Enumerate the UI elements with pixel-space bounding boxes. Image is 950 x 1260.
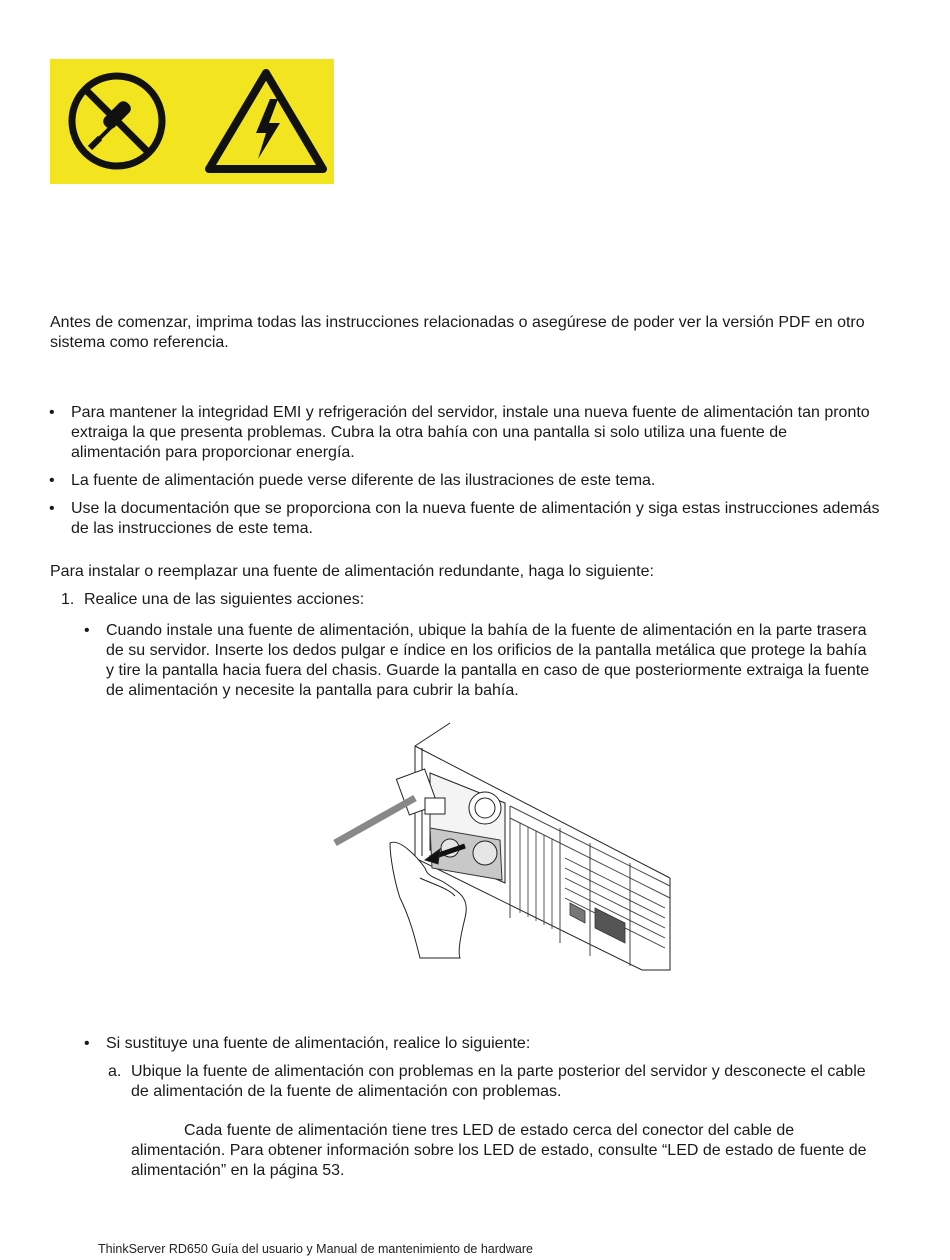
substep-a-note: Cada fuente de alimentación tiene tres LED de estado cerca del conector del cable de alimentación. Para obtener información sobre los LED de estado, consulte “LED de estado de fuente de alimentación” en la página 53.: [131, 1122, 867, 1179]
no-tools-icon: [72, 76, 162, 166]
substep-a-text: Ubique la fuente de alimentación con problemas en la parte posterior del servidor y desconecte el cable de alimentación de la fuente de alimentación con problemas.: [131, 1063, 866, 1100]
step-number: 1.: [61, 591, 75, 608]
safety-warning-label: [50, 59, 334, 184]
step-options: [106, 621, 876, 701]
procedure-intro: Para instalar o reemplazar una fuente de alimentación redundante, haga lo siguiente:: [50, 563, 654, 580]
page-footer: ThinkServer RD650 Guía del usuario y Manual de mantenimiento de hardware: [98, 1242, 533, 1256]
note-item: • Use la documentación que se proporciona con la nueva fuente de alimentación y siga estas instrucciones además de las instrucciones de este tema.: [71, 499, 881, 539]
option-install: • Cuando instale una fuente de alimentación, ubique la bahía de la fuente de alimentación en la parte trasera de su servidor. Inserte los dedos pulgar e índice en los orificios de la pantalla metálica que protege la bahía y tire la pantalla hacia fuera del chasis. Guarde la pantalla en caso de que posteriormente extraiga la fuente de alimentación y necesite la pantalla para cubrir la bahía.: [106, 621, 876, 701]
intro-paragraph: Antes de comenzar, imprima todas las instrucciones relacionadas o asegúrese de poder ver la versión PDF en otro sistema como referencia.: [50, 314, 865, 351]
substep-letter: a.: [108, 1063, 122, 1080]
notes-list: [71, 403, 881, 539]
note-item: • Para mantener la integridad EMI y refrigeración del servidor, instale una nueva fuente de alimentación tan pronto extraiga la que presenta problemas. Cubra la otra bahía con una pantalla si solo utiliza una fuente de alimentación para proporcionar energía.: [71, 403, 881, 463]
power-supply-filler-removal-illustration: [330, 718, 675, 980]
step-options-replace: [106, 1034, 876, 1054]
high-voltage-icon: [209, 73, 323, 169]
option-replace: • Si sustituye una fuente de alimentación, realice lo siguiente:: [106, 1034, 876, 1054]
step-text: Realice una de las siguientes acciones:: [84, 591, 365, 608]
note-item: • La fuente de alimentación puede verse diferente de las ilustraciones de este tema.: [71, 471, 881, 491]
